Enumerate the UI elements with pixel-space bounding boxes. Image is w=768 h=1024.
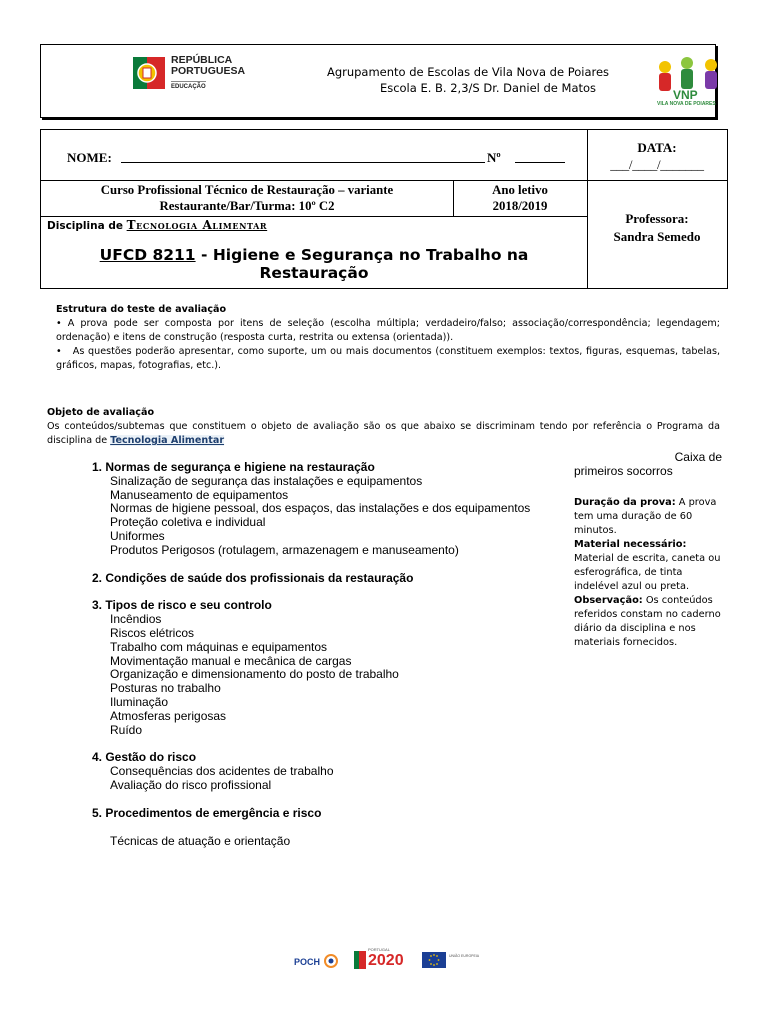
school-header [40, 44, 716, 118]
poch-swirl-icon [324, 954, 338, 968]
logo-line2: PORTUGUESA [171, 65, 246, 77]
disciplina-name: Tecnologia Alimentar [126, 218, 268, 232]
objeto-title: Objeto de avaliação [47, 407, 155, 418]
exam-info [574, 496, 724, 650]
professora [587, 210, 727, 246]
caixa-line2: primeiros socorros [574, 464, 673, 478]
section-2-title: 2. Condições de saúde dos profissionais da restauração [92, 570, 414, 585]
estrutura-bullet-2-text: As questões poderão apresentar, como suporte, um ou mais documentos (constituem exemplos: textos, figuras, esquemas, tabelas, gráficos, mapas, fotografias, etc.). [56, 346, 720, 371]
poch-text: POCH [294, 957, 321, 967]
observacao [574, 594, 724, 650]
poch-logo [294, 952, 338, 970]
duracao-text: A prova tem uma duração de 60 minutos. [574, 497, 717, 536]
data-label: DATA: [637, 140, 677, 155]
professora-name: Sandra Semedo [613, 229, 701, 244]
caixa-line1: Caixa de [674, 450, 722, 464]
vnp-logo-text: VILA NOVA DE POIARES [657, 101, 716, 107]
list-item: Incêndios [110, 612, 162, 627]
duracao-label: Duração da prova: [574, 497, 676, 508]
eu-small-text: UNIÃO EUROPEIA [449, 954, 480, 958]
estrutura-section [56, 303, 720, 373]
section-1-title: 1. Normas de segurança e higiene na restauração [92, 460, 375, 474]
list-item: Proteção coletiva e individual [110, 515, 266, 530]
data-field[interactable]: ___/____/_______ [610, 157, 704, 172]
observacao-text: Os conteúdos referidos constam no caderno diário da disciplina e nos materiais fornecidos. [574, 595, 721, 648]
course-line1: Curso Profissional Técnico de Restauração – variante [100, 183, 394, 197]
section-4-title: 4. Gestão do risco [92, 750, 197, 765]
list-item: Avaliação do risco profissional [110, 777, 272, 792]
objeto-section [47, 406, 720, 448]
vnp-logo [653, 53, 729, 109]
nome-label: NOME: [67, 150, 112, 165]
svg-text:VNP: VNP [673, 88, 698, 102]
eu-flag-icon [422, 952, 446, 968]
list-item: Consequências dos acidentes de trabalho [110, 764, 334, 779]
coat-of-arms-icon [131, 53, 167, 93]
observacao-label: Observação: [574, 595, 643, 606]
list-item: Iluminação [110, 694, 169, 709]
school-name [323, 65, 613, 95]
list-item: Técnicas de atuação e orientação [110, 833, 291, 848]
republica-portuguesa-logo [131, 51, 311, 105]
estrutura-bullet-2: • As questões poderão apresentar, como suporte, um ou mais documentos (constituem exemplos: textos, figuras, esquemas, tabelas, gráficos, mapas, fotografias, etc.). [56, 346, 720, 371]
ano-value: 2018/2019 [492, 199, 548, 213]
list-item: Uniformes [110, 528, 165, 543]
objeto-text [47, 420, 720, 448]
list-item: Riscos elétricos [110, 625, 195, 640]
section-5-items [92, 835, 572, 849]
list-item: Posturas no trabalho [110, 681, 221, 696]
portugal-flag-icon [354, 951, 366, 969]
estrutura-bullet-1: • A prova pode ser composta por itens de seleção (escolha múltipla; verdadeiro/falso; associação/correspondência; legendagem; ordenação) e itens de construção (resposta curta, restrita ou extensa (orientada)). [56, 318, 720, 343]
eu-stars-icon [422, 952, 446, 968]
estrutura-bullet-1-text: A prova pode ser composta por itens de seleção (escolha múltipla; verdadeiro/falso; associação/correspondência; legendagem; ordenação) e itens de construção (resposta curta, restrita ou extensa (orientada)). [56, 318, 720, 343]
section-3-title: 3. Tipos de risco e seu controlo [92, 598, 272, 613]
ano-label: Ano letivo [492, 183, 548, 197]
list-item: Ruído [110, 722, 143, 737]
tecnologia-alimentar-link[interactable]: Tecnologia Alimentar [110, 435, 225, 446]
disciplina-prefix: Disciplina de [47, 220, 123, 232]
course-line2: Restaurante/Bar/Turma: 10º C2 [159, 199, 335, 213]
list-item: Sinalização de segurança das instalações e equipamentos [110, 473, 423, 488]
ufcd-code: UFCD 8211 [99, 246, 196, 264]
caixa-primeiros-socorros [574, 450, 722, 478]
list-item: Produtos Perigosos (rotulagem, armazenagem e manuseamento) [110, 542, 459, 557]
disciplina [47, 218, 267, 232]
numero-label: Nº [487, 150, 501, 165]
logo-sub: EDUCAÇÃO [171, 81, 206, 90]
list-item: Manuseamento de equipamentos [110, 487, 289, 502]
list-item: Trabalho com máquinas e equipamentos [110, 639, 328, 654]
course-name [41, 182, 453, 214]
school-line1: Agrupamento de Escolas de Vila Nova de Poiares [326, 65, 610, 79]
ano-letivo [453, 182, 587, 214]
identification-table [40, 129, 728, 289]
list-item: Atmosferas perigosas [110, 708, 227, 723]
section-1-items [92, 475, 572, 558]
numero-field[interactable] [515, 162, 565, 163]
material-label: Material necessário: [574, 539, 687, 550]
objeto-text-body: Os conteúdos/subtemas que constituem o objeto de avaliação são os que abaixo se discriminam tendo por referência o Programa da disciplina de [47, 421, 720, 446]
professora-label: Professora: [625, 211, 689, 226]
ufcd-title [41, 246, 587, 282]
portugal-2020-text: 2020 [368, 952, 404, 969]
nome-field[interactable] [121, 162, 485, 163]
list-item: Normas de higiene pessoal, dos espaços, das instalações e dos equipamentos [110, 501, 531, 516]
list-item: Movimentação manual e mecânica de cargas [110, 653, 352, 668]
logo-line1: REPÚBLICA [171, 54, 233, 66]
material-text: Material de escrita, caneta ou esferográfica, de tinta indelével azul ou preta. [574, 553, 721, 592]
ufcd-title-line2: Restauração [259, 264, 369, 282]
list-item: Organização e dimensionamento do posto de trabalho [110, 667, 399, 682]
content-list [92, 461, 572, 848]
ufcd-title-line1: - Higiene e Segurança no Trabalho na [195, 246, 529, 264]
school-line2: Escola E. B. 2,3/S Dr. Daniel de Matos [379, 81, 597, 95]
section-3-items [92, 613, 572, 737]
portugal-small: PORTUGAL [368, 947, 390, 952]
section-5-title: 5. Procedimentos de emergência e risco [92, 805, 322, 820]
footer-logos [294, 948, 478, 972]
estrutura-title: Estrutura do teste de avaliação [56, 304, 227, 315]
duracao [574, 496, 724, 538]
section-4-items [92, 765, 572, 793]
